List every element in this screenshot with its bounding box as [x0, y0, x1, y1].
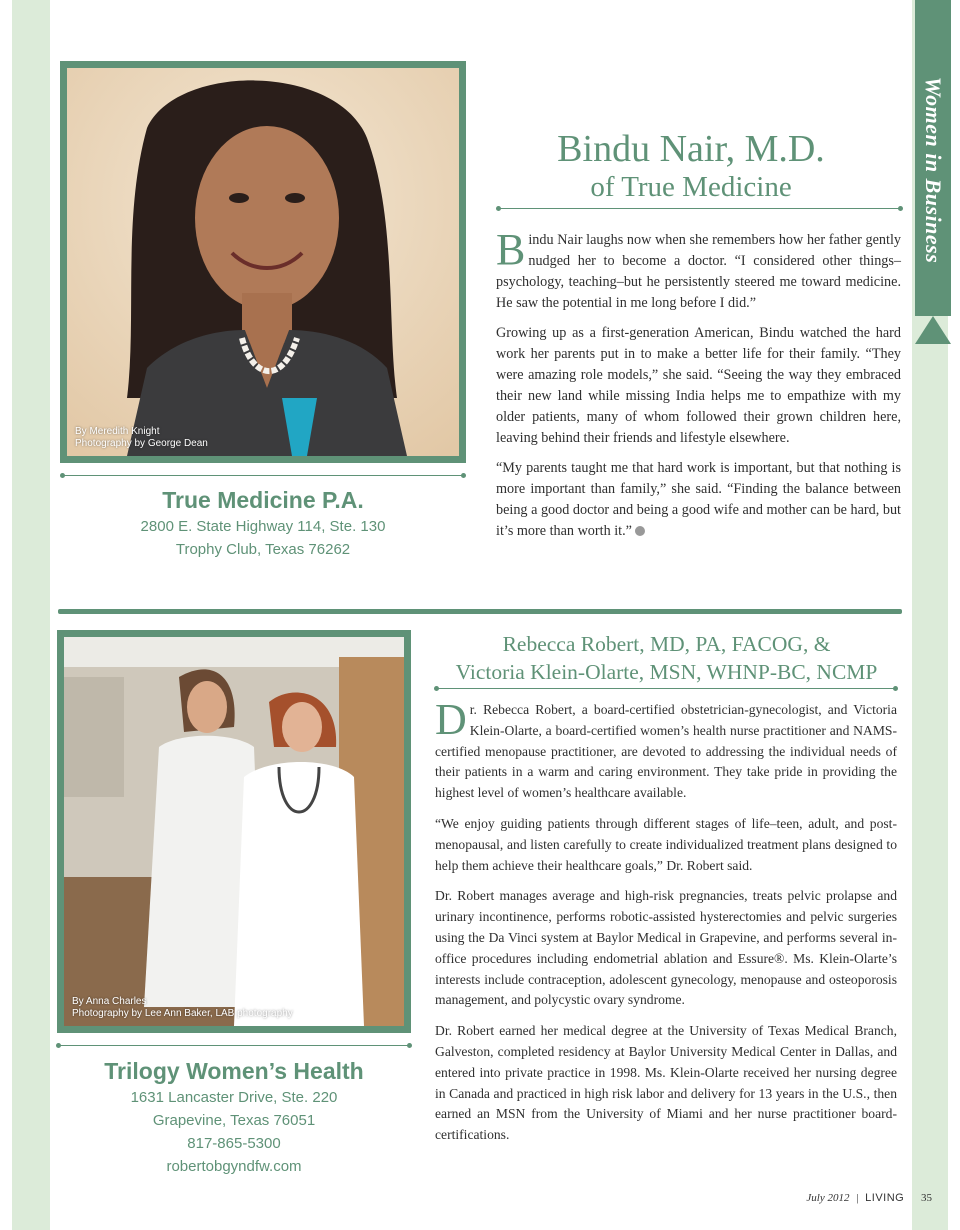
- duo-illustration: [64, 637, 404, 1026]
- drop-cap: D: [435, 695, 467, 744]
- article-body: [435, 695, 897, 1155]
- article-paragraph: “We enjoy guiding patients through different stages of life–teen, adult, and post-menopausal, and listen carefully to create individualized treatment plans designed to help them achieve their healthcare goals,” Dr. Robert said.: [435, 815, 897, 873]
- article-title: [496, 128, 886, 204]
- article-paragraph: Bindu Nair laughs now when she remembers how her father gently nudged her to become a doctor. “I considered other things–psychology, teaching–but he persistently steered me toward medicine. He saw the potential in me long before I did.”: [496, 225, 901, 311]
- business-address-line1: 2800 E. State Highway 114, Ste. 130: [140, 518, 386, 535]
- duo-photo: [64, 637, 404, 1026]
- left-margin-band: [12, 0, 50, 1230]
- article-paragraph: Dr. Robert manages average and high-risk pregnancies, treats pelvic prolapse and urinary incontinence, performs robotic-assisted hysterectomies and pelvic surgeries using the Da Vinci system at Baylor Medical in Grapevine, and performs several in-office procedures including endometrial ablation and Essure®. Ms. Klein-Olarte’s interests include contraception, adolescent gynecology, menopause and osteoporosis management, and polycystic ovary syndrome.: [435, 888, 897, 1008]
- page-footer: [806, 1192, 932, 1204]
- photographer-credit: Photography by Lee Ann Baker, LAB photography: [72, 1008, 293, 1019]
- title-line2: Victoria Klein-Olarte, MSN, WHNP-BC, NCMP: [455, 660, 878, 684]
- portrait-illustration: [67, 68, 459, 456]
- business-info: [57, 1056, 411, 1178]
- photo-credit: [72, 996, 293, 1020]
- title-divider: [498, 208, 901, 209]
- business-divider: [58, 1045, 410, 1046]
- section-tab-label: Women in Business: [921, 76, 946, 264]
- article-body: [496, 225, 901, 551]
- drop-cap: B: [496, 225, 526, 274]
- business-address-line2: Trophy Club, Texas 76262: [175, 541, 351, 558]
- business-phone: 817-865-5300: [187, 1135, 281, 1152]
- page-number: 35: [921, 1192, 932, 1204]
- article-title: [430, 630, 903, 686]
- title-name: Bindu Nair, M.D.: [557, 128, 825, 170]
- business-address-line1: 1631 Lancaster Drive, Ste. 220: [130, 1089, 338, 1106]
- portrait-photo-frame: [60, 61, 466, 463]
- writer-credit: By Anna Charles: [72, 996, 147, 1007]
- duo-photo-frame: [57, 630, 411, 1033]
- writer-credit: By Meredith Knight: [75, 426, 160, 437]
- portrait-photo: [67, 68, 459, 456]
- business-name: Trilogy Women’s Health: [104, 1058, 364, 1084]
- article-paragraph: “My parents taught me that hard work is important, but that nothing is more important than family,” she said. “Finding the balance between being a good doctor and being a good wife and mother can be hard, but it’s more than worth it.”: [496, 460, 901, 539]
- photo-credit: [75, 426, 208, 450]
- article-paragraph: Dr. Robert earned her medical degree at the University of Texas Medical Branch, Galveston, completed residency at Baylor University Medical Center in Dallas, and entered into private practice in 1998. Ms. Klein-Olarte received her nursing degree in Canada and practiced in high risk labor and delivery for 13 years in the U.S., then earned an MSN from the University of Miami and her nurse practitioner board-certifications.: [435, 1023, 897, 1143]
- end-mark-icon: [635, 526, 645, 536]
- business-name: True Medicine P.A.: [162, 487, 364, 513]
- section-tab-arrow: [915, 316, 951, 344]
- section-name: LIVING: [865, 1192, 905, 1204]
- article-paragraph: Growing up as a first-generation American, Bindu watched the hard work her parents put in to make a better life for their family. “They were amazing role models,” she said. “Seeing the way they embraced their new land while missing India helps me to empathize with my older patients, many of whom followed their grown children here, leaving behind their friends and lifestyle elsewhere.: [496, 325, 901, 446]
- business-website: robertobgyndfw.com: [166, 1158, 302, 1175]
- footer-separator: |: [856, 1192, 859, 1204]
- title-divider: [436, 688, 896, 689]
- title-line1: Rebecca Robert, MD, PA, FACOG, &: [502, 632, 831, 656]
- section-divider: [58, 609, 902, 614]
- title-subtitle: of True Medicine: [590, 171, 792, 203]
- article-paragraph: Dr. Rebecca Robert, a board-certified obstetrician-gynecologist, and Victoria Klein-Olarte, a board-certified women’s health nurse practitioner and NAMS-certified menopause practitioner, are devoted to addressing the individual needs of their patients in a warm and caring environment. They take pride in providing the highest level of women’s healthcare available.: [435, 695, 897, 801]
- issue-date: July 2012: [806, 1192, 850, 1204]
- business-divider: [62, 475, 464, 476]
- business-info: [60, 485, 466, 561]
- photographer-credit: Photography by George Dean: [75, 438, 208, 449]
- business-address-line2: Grapevine, Texas 76051: [152, 1112, 316, 1129]
